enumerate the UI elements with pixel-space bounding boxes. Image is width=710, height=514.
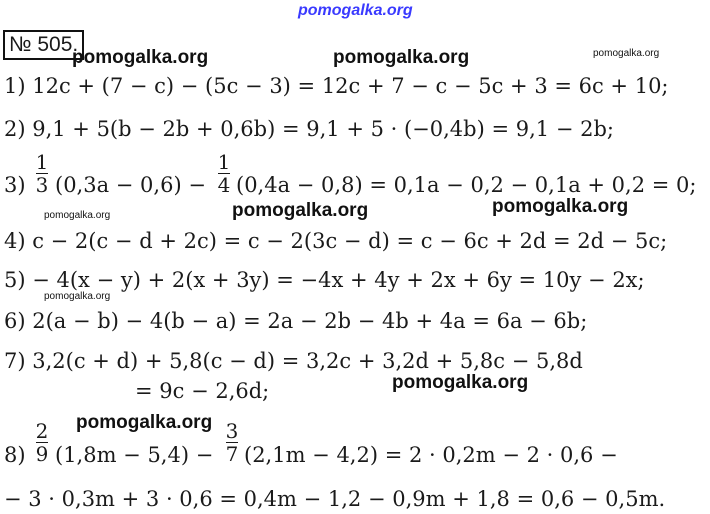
problem-number: № 505. xyxy=(3,30,84,60)
fraction-denominator: 7 xyxy=(225,442,239,466)
solution-line-7-cont: = 9c − 2,6d; xyxy=(135,379,270,403)
solution-line-2: 2) 9,1 + 5(b − 2b + 0,6b) = 9,1 + 5 · (−0,4b) = 9,1 − 2b; xyxy=(4,117,614,141)
fraction-denominator: 9 xyxy=(35,442,49,466)
fraction xyxy=(35,151,49,196)
fraction-denominator: 4 xyxy=(217,173,231,197)
line-8-prefix: 8) xyxy=(4,443,26,467)
line-8-middle: (1,8m − 5,4) − xyxy=(55,443,214,467)
solution-line-7: 7) 3,2(c + d) + 5,8(c − d) = 3,2c + 3,2d + 5,8c − 5,8d xyxy=(4,349,583,373)
fraction-numerator: 1 xyxy=(35,150,49,174)
watermark: pomogalka.org xyxy=(72,47,209,68)
fraction-denominator: 3 xyxy=(35,173,49,197)
watermark-small: pomogalka.org xyxy=(44,210,111,221)
solution-line-8-cont: − 3 · 0,3m + 3 · 0,6 = 0,4m − 1,2 − 0,9m + 1,8 = 0,6 − 0,5m. xyxy=(4,487,666,511)
watermark: pomogalka.org xyxy=(232,200,369,221)
fraction xyxy=(35,420,49,465)
fraction-numerator: 3 xyxy=(225,419,239,443)
line-3-middle: (0,3a − 0,6) − xyxy=(55,173,206,197)
watermark: pomogalka.org xyxy=(333,47,470,68)
solution-line-6: 6) 2(a − b) − 4(b − a) = 2a − 2b − 4b + 4a = 6a − 6b; xyxy=(4,309,588,333)
fraction-numerator: 2 xyxy=(35,419,49,443)
line-8-tail: (2,1m − 4,2) = 2 · 0,2m − 2 · 0,6 − xyxy=(244,443,618,467)
watermark: pomogalka.org xyxy=(76,412,213,433)
watermark-top: pomogalka.org xyxy=(298,2,413,19)
watermark-small: pomogalka.org xyxy=(593,48,660,59)
fraction xyxy=(225,420,239,465)
watermark: pomogalka.org xyxy=(492,196,629,217)
fraction xyxy=(217,151,231,196)
solution-line-1: 1) 12c + (7 − c) − (5c − 3) = 12c + 7 − c − 5c + 3 = 6c + 10; xyxy=(4,74,669,98)
solution-line-5: 5) − 4(x − y) + 2(x + 3y) = −4x + 4y + 2x + 6y = 10y − 2x; xyxy=(4,268,645,292)
watermark-small: pomogalka.org xyxy=(44,291,111,302)
solution-line-4: 4) c − 2(c − d + 2c) = c − 2(3c − d) = c − 6c + 2d = 2d − 5c; xyxy=(4,229,668,253)
fraction-numerator: 1 xyxy=(217,150,231,174)
line-3-tail: (0,4a − 0,8) = 0,1a − 0,2 − 0,1a + 0,2 = 0; xyxy=(236,173,697,197)
line-3-prefix: 3) xyxy=(4,173,26,197)
watermark: pomogalka.org xyxy=(392,372,529,393)
